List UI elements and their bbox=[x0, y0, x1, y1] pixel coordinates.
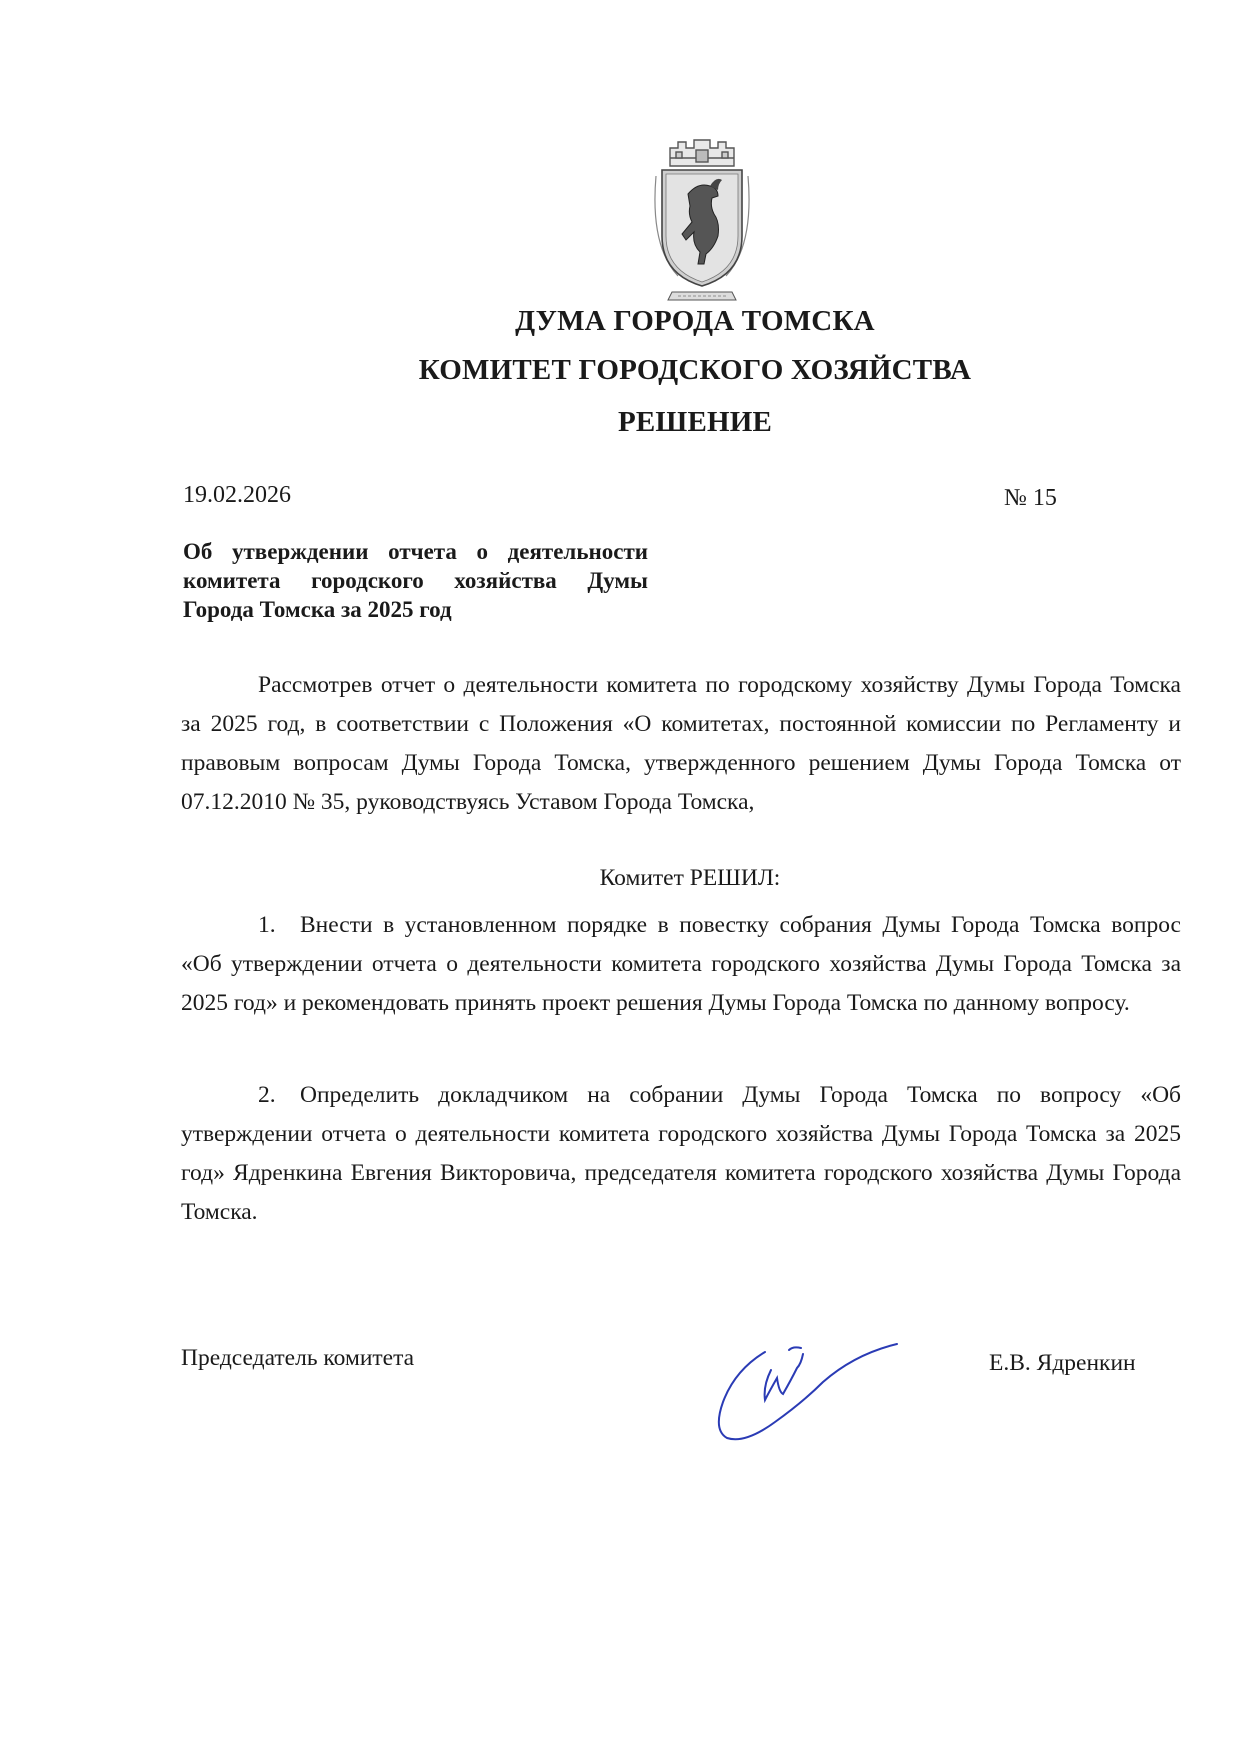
coat-of-arms-icon bbox=[648, 136, 756, 308]
decision-item bbox=[181, 906, 1181, 1023]
document-number: № 15 bbox=[1004, 485, 1057, 511]
decision-item-text: Определить докладчиком на собрании Думы Города Томска по вопросу «Об утверждении отчета о деятельности комитета городского хозяйства Думы Города Томска за 2025 год» Ядренкина Евгения Викторовича, председателя комитета городского хозяйства Думы Города Томска. bbox=[181, 1082, 1181, 1225]
preamble-paragraph: Рассмотрев отчет о деятельности комитета по городскому хозяйству Думы Города Томска за 2025 год, в соответствии с Положения «О комитетах, постоянной комиссии по Регламенту и правовым вопросам Думы Города Томска, утвержденного решением Думы Города Томска от 07.12.2010 № 35, руководствуясь Уставом Города Томска, bbox=[181, 672, 1181, 815]
committee-title: КОМИТЕТ ГОРОДСКОГО ХОЗЯЙСТВА bbox=[418, 354, 972, 386]
signer-position: Председатель комитета bbox=[181, 1345, 415, 1371]
signer-name: Е.В. Ядренкин bbox=[989, 1350, 1136, 1376]
decision-item-text: Внести в установленном порядке в повестку собрания Думы Города Томска вопрос «Об утверждении отчета о деятельности комитета городского хозяйства Думы Города Томска за 2025 год» и рекомендовать принять проект решения Думы Города Томска по данному вопросу. bbox=[181, 912, 1181, 1016]
decision-item-number: 2. bbox=[258, 1082, 276, 1108]
handwritten-signature-icon bbox=[705, 1330, 905, 1448]
document-subject: Об утверждении отчета о деятельности комитета городского хозяйства Думы Города Томска за 2025 год bbox=[183, 539, 648, 622]
decision-item bbox=[181, 1076, 1181, 1232]
document-date: 19.02.2026 bbox=[183, 482, 291, 508]
decided-label: Комитет РЕШИЛ: bbox=[599, 865, 781, 891]
org-title: ДУМА ГОРОДА ТОМСКА bbox=[515, 305, 875, 337]
document-type-title: РЕШЕНИЕ bbox=[617, 406, 773, 438]
decision-item-number: 1. bbox=[258, 912, 276, 938]
